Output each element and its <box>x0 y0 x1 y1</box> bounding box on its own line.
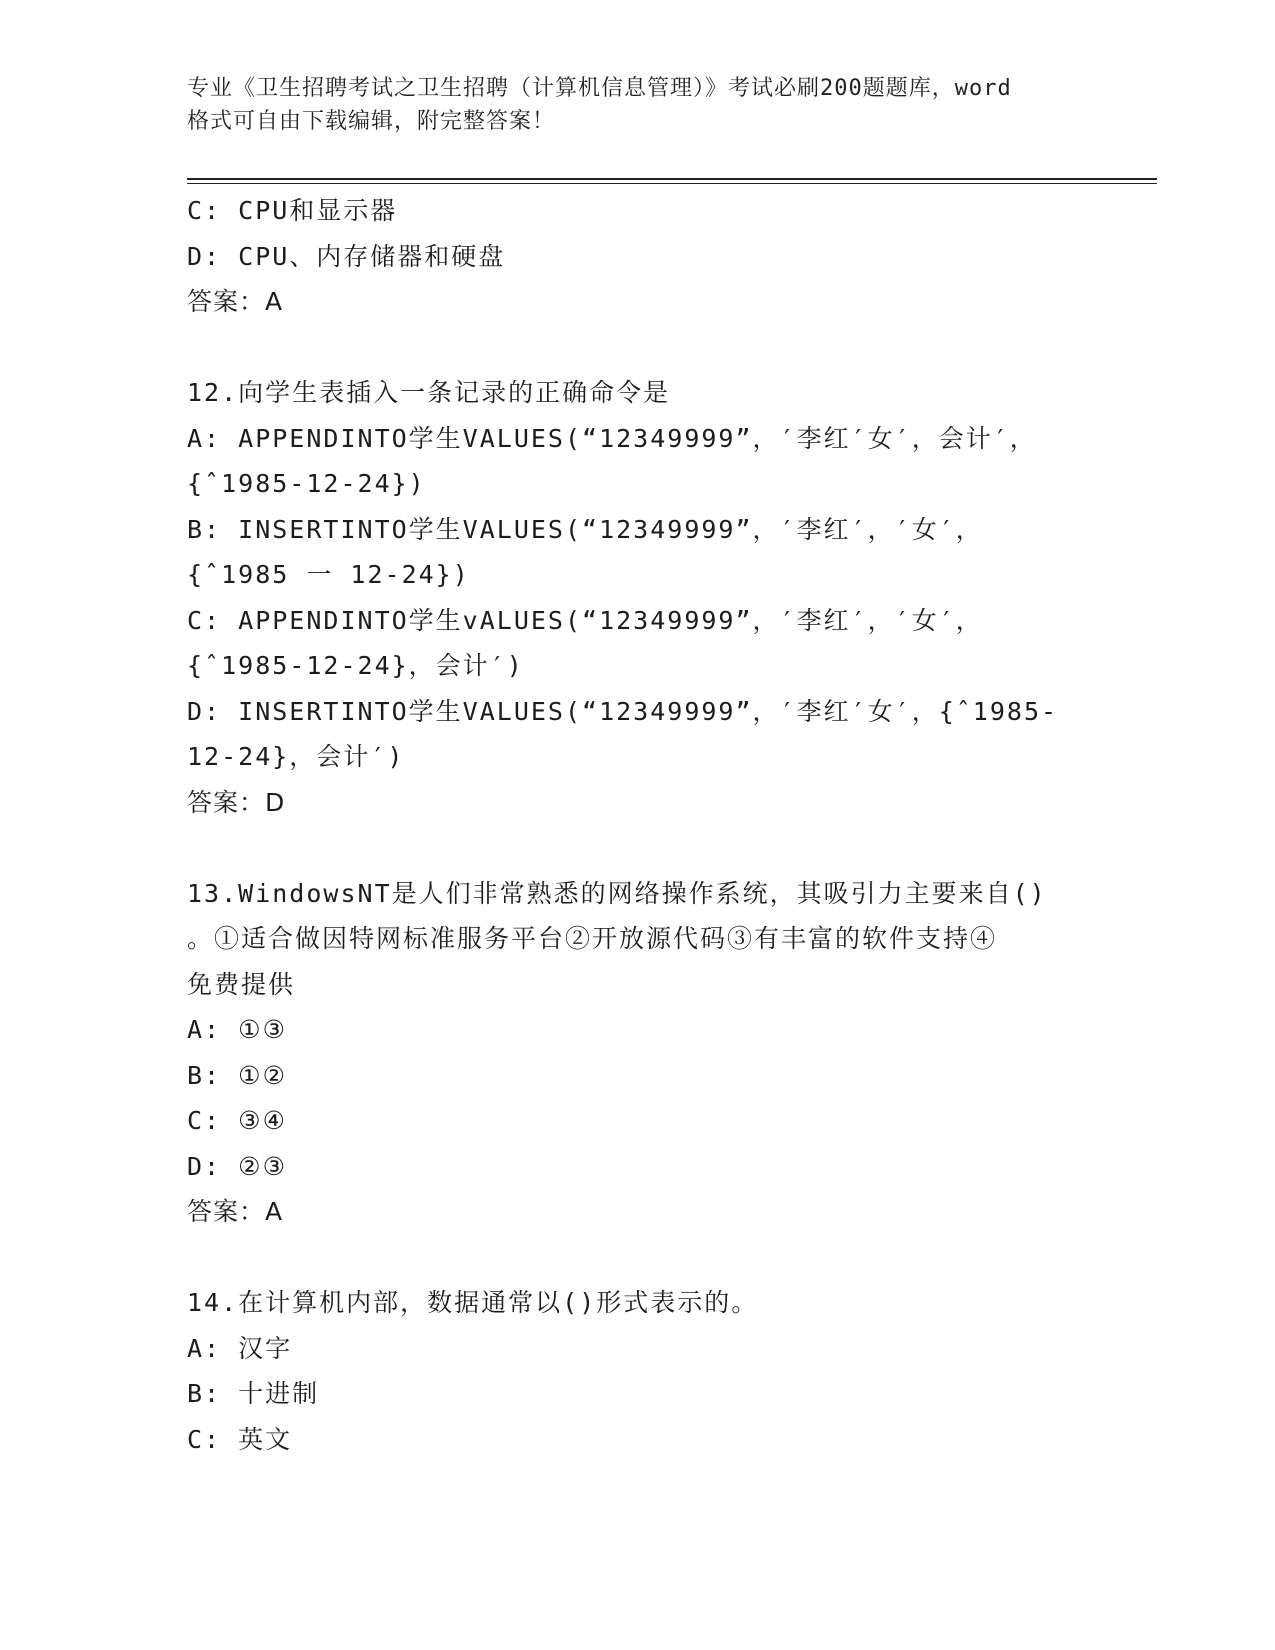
question-text: 13.WindowsNT是人们非常熟悉的网络操作系统，其吸引力主要来自() <box>187 878 1047 908</box>
question-text-continued: 免费提供 <box>187 969 296 999</box>
spacer <box>187 825 1087 871</box>
question-text-continued: 。①适合做因特网标准服务平台②开放源代码③有丰富的软件支持④ <box>187 924 998 953</box>
document-header <box>187 72 1097 138</box>
header-divider-thick <box>187 178 1157 180</box>
option-a: A: ①③ <box>187 1015 287 1044</box>
answer-text: 答案：A <box>187 1197 284 1226</box>
option-d-continued: 12-24}，会计′) <box>187 742 405 771</box>
option-b: B: ①② <box>187 1060 287 1090</box>
spacer <box>187 325 1087 371</box>
header-line-2: 格式可自由下载编辑，附完整答案！ <box>187 109 556 134</box>
question-text: 12.向学生表插入一条记录的正确命令是 <box>187 378 671 407</box>
option-b-continued: {ˆ1985 一 12-24}) <box>187 560 470 589</box>
option-b: B: 十进制 <box>187 1379 320 1408</box>
question-block-13 <box>187 871 1087 1235</box>
option-a: A: 汉字 <box>187 1333 293 1363</box>
option-a: A: APPENDINTO学生VALUES(“12349999”，′李红′女′，会计′， <box>187 423 1037 453</box>
option-b: B: INSERTINTO学生VALUES(“12349999”，′李红′，′女′， <box>187 514 983 544</box>
header-divider-thin <box>187 183 1157 184</box>
header-line-1: 专业《卫生招聘考试之卫生招聘（计算机信息管理）》考试必刷200题题库，word <box>187 76 1012 101</box>
question-text: 14.在计算机内部，数据通常以()形式表示的。 <box>187 1288 759 1317</box>
option-c: C: CPU和显示器 <box>187 196 398 225</box>
option-d: D: ②③ <box>187 1151 287 1181</box>
option-d: D: INSERTINTO学生VALUES(“12349999”，′李红′女′，{ˆ1985- <box>187 696 1059 726</box>
question-block-12 <box>187 370 1087 825</box>
question-block-11 <box>187 188 1087 325</box>
option-c: C: ③④ <box>187 1106 287 1135</box>
answer-text: 答案：A <box>187 287 284 316</box>
option-c: C: APPENDINTO学生vALUES(“12349999”，′李红′，′女′， <box>187 605 983 635</box>
option-d: D: CPU、内存储器和硬盘 <box>187 241 506 271</box>
option-c-continued: {ˆ1985-12-24}，会计′) <box>187 651 524 680</box>
option-a-continued: {ˆ1985-12-24}) <box>187 469 426 498</box>
answer-text: 答案：D <box>187 787 286 817</box>
option-c: C: 英文 <box>187 1424 293 1454</box>
question-block-14 <box>187 1280 1087 1462</box>
spacer <box>187 1235 1087 1281</box>
question-content <box>187 188 1087 1462</box>
